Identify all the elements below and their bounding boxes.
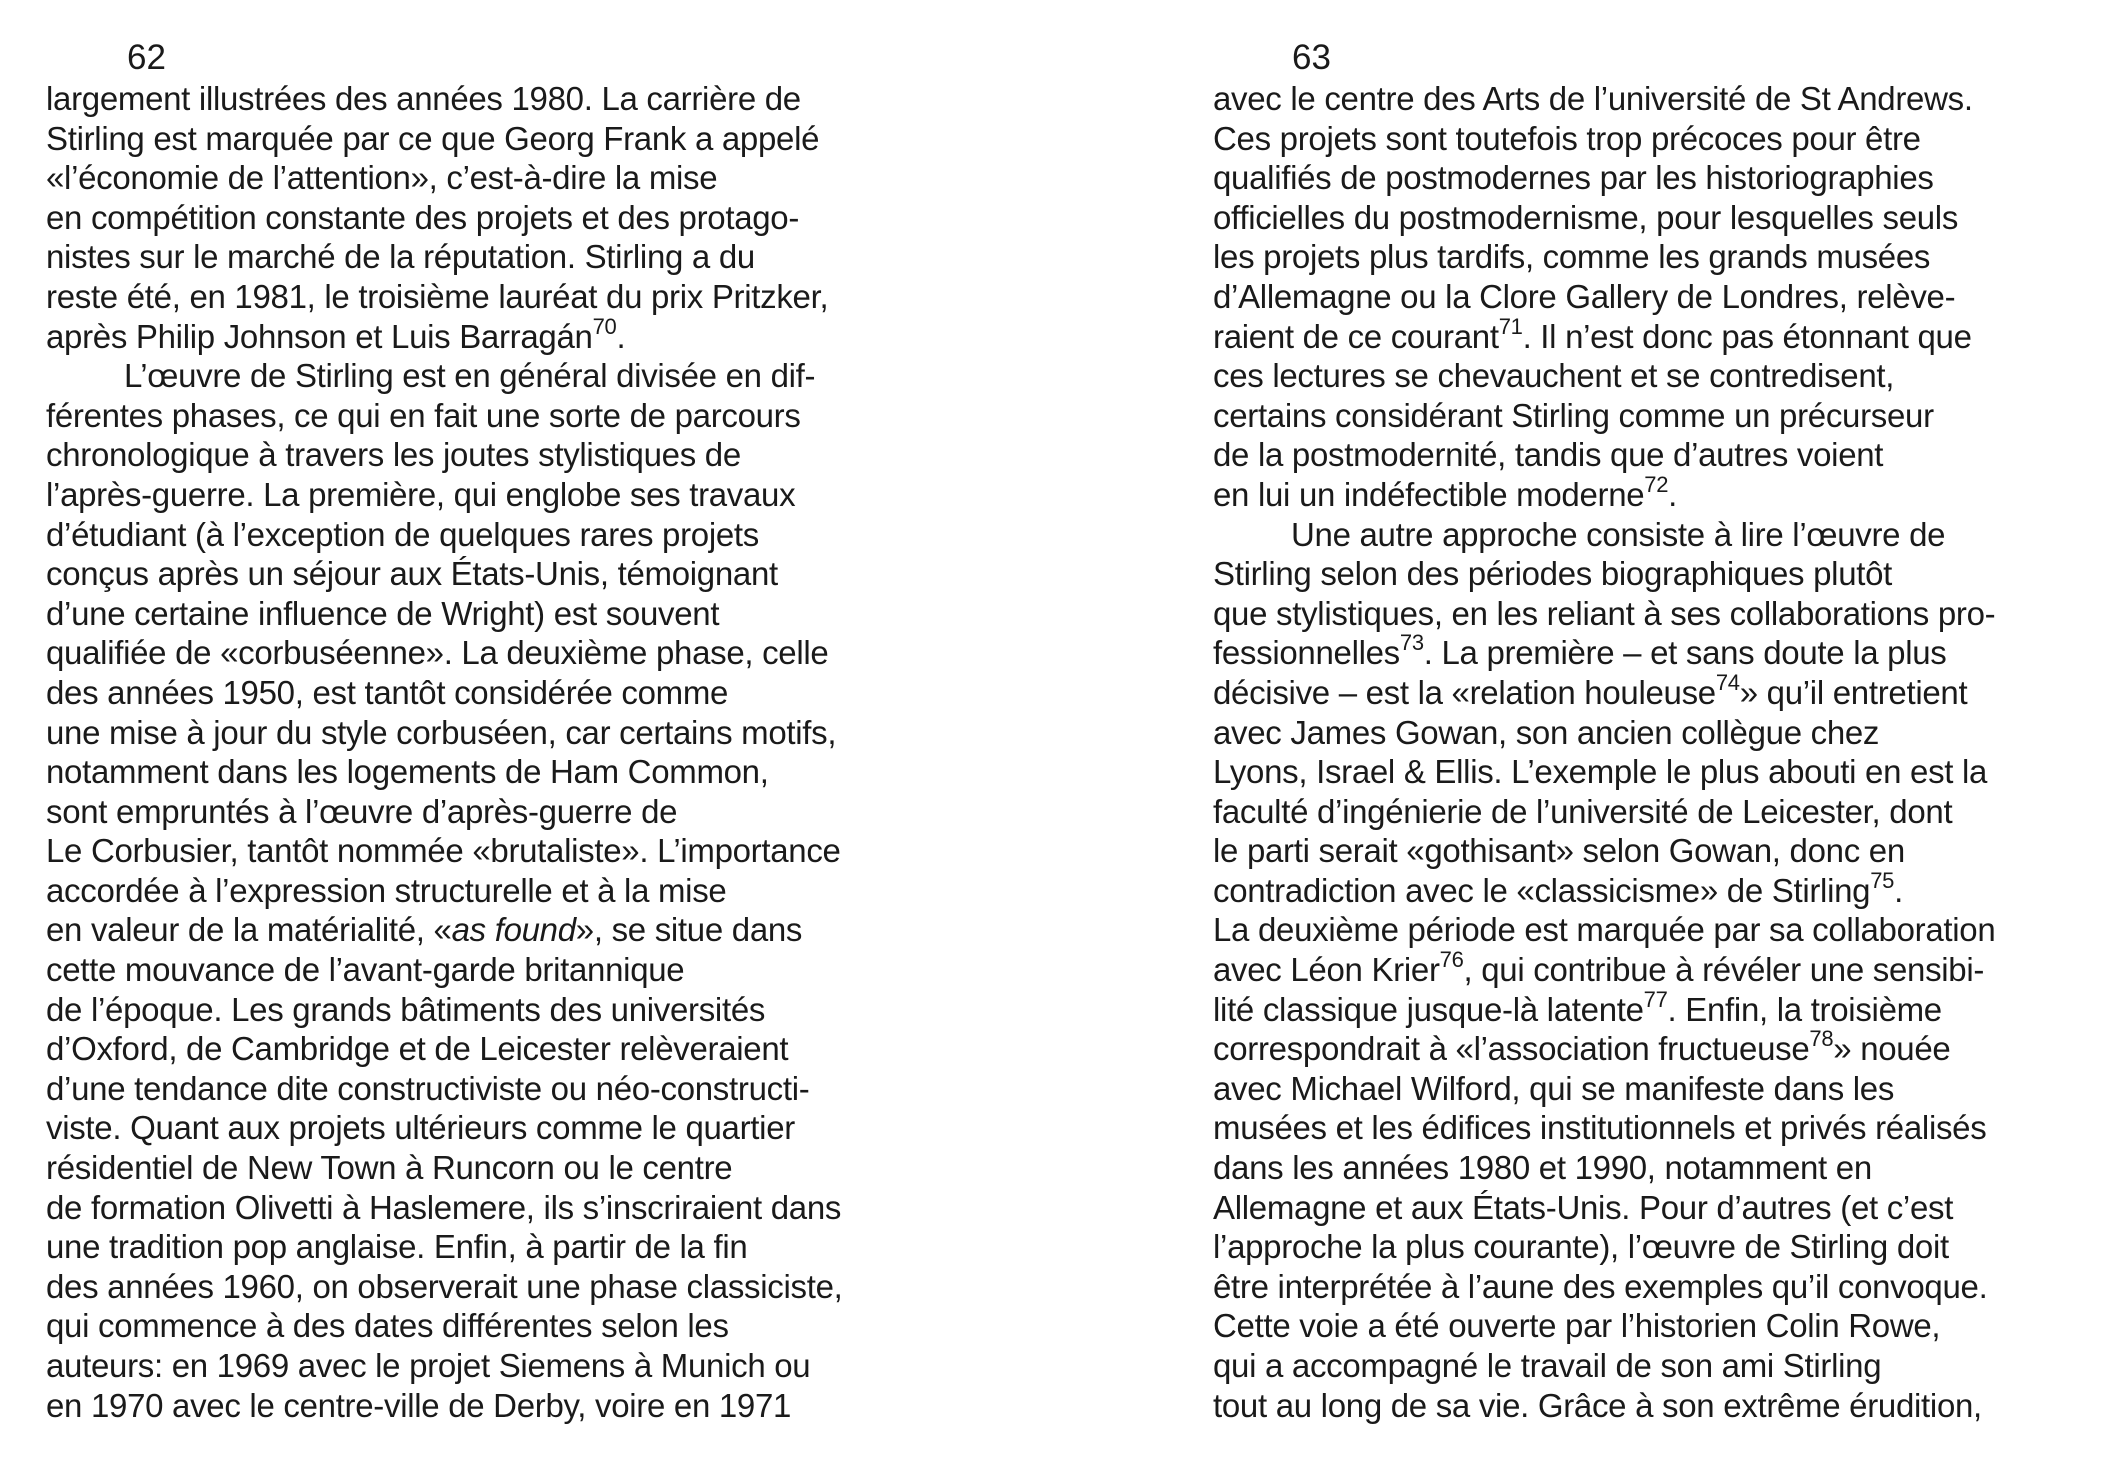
text-line: qualifiés de postmodernes par les historiographies (1213, 159, 1934, 197)
text-line: reste été, en 1981, le troisième lauréat du prix Pritzker, (46, 277, 829, 315)
text-line: qualifiée de «corbuséenne». La deuxième phase, celle (46, 634, 829, 672)
text-line (1213, 630, 1995, 673)
italic-term: as found (451, 911, 576, 949)
footnote-ref-70: 70 (592, 313, 617, 339)
text-line: de l’époque. Les grands bâtiments des universités (46, 990, 766, 1028)
text-run: décisive – est la «relation houleuse (1213, 673, 1716, 711)
text-line: une mise à jour du style corbuséen, car certains motifs, (46, 713, 837, 751)
text-line: le parti serait «gothisant» selon Gowan, donc en (1213, 832, 1905, 870)
text-run: après Philip Johnson et Luis Barragán (46, 317, 593, 355)
text-line: auteurs: en 1969 avec le projet Siemens à Munich ou (46, 1347, 811, 1384)
text-run: raient de ce courant (1213, 317, 1499, 355)
text-line: chronologique à travers les joutes stylistiques de (46, 436, 741, 474)
text-line: nistes sur le marché de la réputation. Stirling a du (46, 238, 755, 276)
text-run: » nouée (1833, 1030, 1951, 1068)
text-line: en compétition constante des projets et des protago- (46, 198, 800, 236)
text-line: faculté d’ingénierie de l’université de Leicester, dont (1213, 792, 1953, 830)
left-page (46, 0, 946, 1457)
text-run: lité classique jusque-là latente (1213, 990, 1644, 1028)
text-line (1213, 471, 1995, 515)
text-line: d’Allemagne ou la Clore Gallery de Londres, relève- (1213, 277, 1956, 315)
text-line: l’après-guerre. La première, qui englobe ses travaux (46, 475, 796, 513)
text-run: . Enfin, la troisième (1667, 990, 1942, 1028)
text-line (1213, 986, 1995, 1030)
text-run: . (1668, 475, 1678, 513)
footnote-ref-71: 71 (1498, 313, 1523, 339)
text-line: une tradition pop anglaise. Enfin, à partir de la fin (46, 1228, 748, 1266)
text-line: dans les années 1980 et 1990, notamment en (1213, 1149, 1872, 1187)
text-line: que stylistiques, en les reliant à ses collaborations pro- (1213, 594, 1996, 632)
text-line: Stirling est marquée par ce que Georg Frank a appelé (46, 119, 820, 157)
text-line: accordée à l’expression structurelle et à la mise (46, 871, 727, 909)
text-run: avec Léon Krier (1213, 951, 1440, 989)
text-line: Lyons, Israel & Ellis. L’exemple le plus abouti en est la (1213, 753, 1988, 791)
text-line: de la postmodernité, tandis que d’autres voient (1213, 436, 1884, 474)
text-line: avec le centre des Arts de l’université de St Andrews. (1213, 80, 1973, 117)
text-run: . (616, 317, 626, 355)
text-line: avec Michael Wilford, qui se manifeste dans les (1213, 1069, 1895, 1107)
text-line: conçus après un séjour aux États-Unis, témoignant (46, 555, 778, 593)
footnote-ref-72: 72 (1644, 471, 1669, 497)
text-line: qui commence à des dates différentes selon les (46, 1307, 729, 1345)
text-line: résidentiel de New Town à Runcorn ou le centre (46, 1149, 733, 1187)
text-line: La deuxième période est marquée par sa collaboration (1213, 911, 1996, 949)
text-line (1213, 947, 1995, 990)
right-page-body (1213, 79, 1995, 1425)
page-number-right: 63 (1292, 38, 1331, 77)
text-line: qui a accompagné le travail de son ami Stirling (1213, 1347, 1882, 1384)
text-line (1213, 1026, 1995, 1069)
text-run: en lui un indéfectible moderne (1213, 475, 1645, 513)
text-line: notamment dans les logements de Ham Common, (46, 753, 769, 791)
text-line: Allemagne et aux États-Unis. Pour d’autres (et c’est (1213, 1188, 1954, 1226)
footnote-ref-76: 76 (1439, 947, 1464, 973)
text-run: correspondrait à «l’association fructueuse (1213, 1030, 1810, 1068)
text-run: contradiction avec le «classicisme» de Stirling (1213, 871, 1871, 909)
text-run: , qui contribue à révéler une sensibi- (1463, 951, 1985, 989)
text-run: . La première – et sans doute la plus (1423, 634, 1947, 672)
text-line: des années 1960, on observerait une phase classiciste, (46, 1267, 843, 1305)
text-run: . (1894, 871, 1903, 909)
footnote-ref-75: 75 (1870, 867, 1895, 893)
text-line: Une autre approche consiste à lire l’œuvre de (1291, 515, 1946, 553)
footnote-ref-74: 74 (1715, 669, 1740, 695)
page-number-left: 62 (127, 38, 166, 77)
text-line: des années 1950, est tantôt considérée comme (46, 673, 729, 711)
text-line: viste. Quant aux projets ultérieurs comme le quartier (46, 1109, 795, 1147)
text-line: de formation Olivetti à Haslemere, ils s’inscriraient dans (46, 1188, 842, 1226)
text-line: L’œuvre de Stirling est en général divisée en dif- (124, 357, 816, 395)
text-line: certains considérant Stirling comme un précurseur (1213, 396, 1934, 434)
footnote-ref-73: 73 (1399, 630, 1424, 656)
footnote-ref-77: 77 (1643, 986, 1668, 1012)
text-line: l’approche la plus courante), l’œuvre de Stirling doit (1213, 1228, 1949, 1266)
text-line: en 1970 avec le centre-ville de Derby, voire en 1971 (46, 1386, 792, 1424)
text-line: les projets plus tardifs, comme les grands musées (1213, 238, 1931, 276)
text-line (46, 313, 843, 357)
text-line: Cette voie a été ouverte par l’historien Colin Rowe, (1213, 1307, 1941, 1345)
text-line: d’une tendance dite constructiviste ou néo-constructi- (46, 1069, 810, 1107)
text-line: ces lectures se chevauchent et se contredisent, (1213, 357, 1895, 395)
text-line: «l’économie de l’attention», c’est-à-dire la mise (46, 159, 718, 197)
text-line (1213, 313, 1995, 357)
text-line: officielles du postmodernisme, pour lesquelles seuls (1213, 198, 1959, 236)
text-line: avec James Gowan, son ancien collègue chez (1213, 713, 1880, 751)
text-line: largement illustrées des années 1980. La carrière de (46, 80, 801, 117)
text-run: . Il n’est donc pas étonnant que (1522, 317, 1972, 355)
text-run: en valeur de la matérialité, « (46, 911, 452, 949)
text-line: d’étudiant (à l’exception de quelques rares projets (46, 515, 759, 553)
text-line: cette mouvance de l’avant-garde britannique (46, 951, 685, 989)
text-line: musées et les édifices institutionnels et privés réalisés (1213, 1109, 1987, 1147)
text-line: sont empruntés à l’œuvre d’après-guerre de (46, 792, 678, 830)
text-line: Le Corbusier, tantôt nommée «brutaliste». L’importance (46, 832, 841, 870)
text-run: », se situe dans (575, 911, 803, 949)
text-line: Stirling selon des périodes biographiques plutôt (1213, 555, 1893, 593)
text-line: d’Oxford, de Cambridge et de Leicester relèveraient (46, 1030, 789, 1068)
text-line: tout au long de sa vie. Grâce à son extrême érudition, (1213, 1386, 1982, 1424)
text-run: » qu’il entretient (1739, 673, 1968, 711)
right-page (1213, 0, 2113, 1457)
text-line (46, 910, 843, 950)
footnote-ref-78: 78 (1809, 1026, 1834, 1052)
text-line (1213, 669, 1995, 713)
text-line (1213, 867, 1995, 911)
text-line: être interprétée à l’aune des exemples qu’il convoque. (1213, 1267, 1988, 1305)
text-line: Ces projets sont toutefois trop précoces pour être (1213, 119, 1921, 157)
text-run: fessionnelles (1213, 634, 1400, 672)
text-line: férentes phases, ce qui en fait une sorte de parcours (46, 396, 801, 434)
text-line: d’une certaine influence de Wright) est souvent (46, 594, 720, 632)
left-page-body (46, 79, 843, 1425)
